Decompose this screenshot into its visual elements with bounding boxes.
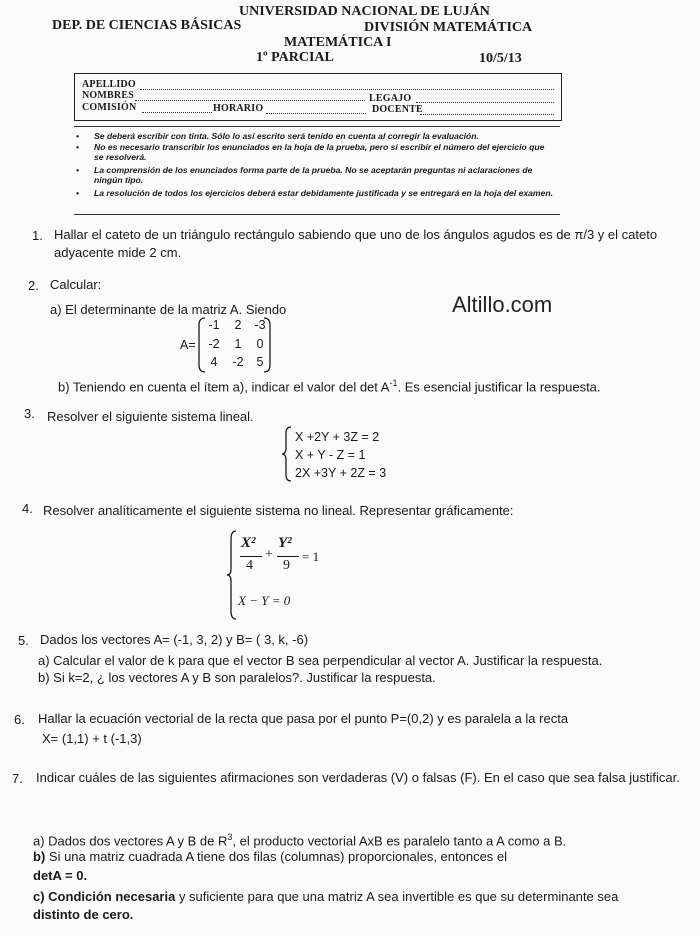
fraction-2-bar (277, 556, 299, 557)
q2-part-a: a) El determinante de la matriz A. Siendo (50, 302, 287, 317)
q2-title: Calcular: (50, 277, 102, 292)
nonlinear-rhs: = 1 (302, 549, 320, 564)
fraction-1-numerator: X² (241, 535, 256, 551)
matrix-cell: 0 (256, 337, 264, 351)
q6-equation: X= (1,1) + t (-1,3) (42, 731, 142, 746)
q3-eq-1: X +2Y + 3Z = 2 (295, 430, 380, 444)
matrix-cell: 1 (234, 337, 242, 351)
nonlinear-system-brace (226, 530, 238, 620)
q7-part-c-end: distinto de cero. (33, 907, 134, 922)
q7-part-a: a) Dados dos vectores A y B de $R^3$, el producto vectorial AxB es paralelo tanto a A como a B. (33, 832, 567, 849)
comision-label: COMISIÓN (82, 102, 137, 113)
fraction-1-bar (240, 556, 262, 557)
exam-title: 1º PARCIAL (256, 50, 334, 65)
instructions-bottom-rule (74, 214, 560, 215)
matrix-cell: -2 (232, 355, 244, 369)
apellido-field[interactable] (140, 89, 554, 90)
matrix-cell: 4 (210, 355, 218, 369)
matrix-cell: 2 (234, 318, 242, 332)
q7-part-c: c) Condición necesaria y suficiente para que una matriz A sea invertible es que su determinante sea (33, 889, 619, 904)
q1-text: Hallar el cateto de un triángulo rectángulo sabiendo que uno de los ángulos agudos es de π/3 y el cateto adyacente mide 2 cm. (54, 227, 658, 260)
instructions-top-rule (74, 126, 560, 127)
comision-field[interactable] (142, 112, 212, 113)
q5-number: 5. (18, 633, 29, 648)
q4-number: 4. (22, 501, 33, 516)
docente-label: DOCENTE (372, 104, 423, 115)
q7-number: 7. (12, 771, 23, 786)
q3-text: Resolver el siguiente sistema lineal. (47, 409, 254, 424)
instruction-3: • La comprensión de los enunciados forma parte de la prueba. No se aceptarán preguntas ni aclaraciones de ningún tipo. (76, 165, 533, 185)
university-title: UNIVERSIDAD NACIONAL DE LUJÁN (239, 4, 490, 19)
q4-text: Resolver analíticamente el siguiente sistema no lineal. Representar gráficamente: (43, 503, 514, 518)
matrix-cell: -1 (208, 318, 220, 332)
q2-part-b: b) Teniendo en cuenta el ítem a), indicar el valor del $\det A^{-1}$. Es esencial justificar la respuesta. (58, 378, 601, 395)
docente-field[interactable] (420, 114, 554, 115)
fraction-2-numerator: Y² (278, 535, 292, 551)
matrix-label: A= (180, 338, 196, 352)
nombres-field[interactable] (135, 100, 365, 101)
exam-date: 10/5/13 (479, 51, 522, 66)
q5-text: Dados los vectores A= (-1, 3, 2) y B= ( 3, k, -6) (40, 632, 309, 647)
q3-number: 3. (24, 406, 35, 421)
q3-eq-2: X + Y - Z = 1 (295, 448, 366, 462)
apellido-label: APELLIDO (82, 79, 136, 90)
q7-part-b: b) Si una matriz cuadrada A tiene dos filas (columnas) proporcionales, entonces el (33, 849, 508, 864)
legajo-label: LEGAJO (369, 93, 412, 104)
plus-sign: + (265, 547, 273, 562)
q5-part-b: b) Si k=2, ¿ los vectores A y B son paralelos?. Justificar la respuesta. (38, 670, 436, 685)
nombres-label: NOMBRES (82, 90, 134, 101)
q1-number: 1. (32, 228, 43, 243)
division-title: DIVISIÓN MATEMÁTICA (364, 20, 533, 35)
q4-eq-2: X − Y = 0 (238, 593, 291, 608)
department-title: DEP. DE CIENCIAS BÁSICAS (52, 18, 242, 33)
q6-text: Hallar la ecuación vectorial de la recta que pasa por el punto P=(0,2) y es paralela a la recta (38, 711, 569, 726)
instruction-2: • No es necesario transcribir los enunciados en la hoja de la prueba, pero sí escribir el número del ejercicio que se resolverá. (76, 142, 545, 162)
horario-field[interactable] (266, 113, 366, 114)
watermark: Altillo.com (452, 292, 553, 317)
legajo-field[interactable] (416, 102, 554, 103)
q6-number: 6. (14, 712, 25, 727)
course-title: MATEMÁTICA I (284, 35, 392, 50)
matrix-cell: -2 (208, 337, 220, 351)
q7-part-b-end: detA = 0. (33, 868, 88, 883)
matrix-cell: -3 (254, 318, 266, 332)
fraction-2-denominator: 9 (283, 558, 290, 573)
q5-part-a: a) Calcular el valor de k para que el vector B sea perpendicular al vector A. Justificar la respuesta. (38, 653, 603, 668)
matrix-cell: 5 (256, 355, 264, 369)
instruction-4: • La resolución de todos los ejercicios deberá estar debidamente justificada y se entregará en la hoja del examen. (76, 188, 553, 198)
system-brace (281, 426, 293, 482)
matrix-a (203, 318, 269, 372)
q2-number: 2. (28, 278, 39, 293)
horario-label: HORARIO (213, 103, 264, 114)
fraction-1-denominator: 4 (246, 558, 253, 573)
q7-text: Indicar cuáles de las siguientes afirmaciones son verdaderas (V) o falsas (F). En el caso que sea falsa justificar. (36, 770, 680, 785)
q3-eq-3: 2X +3Y + 2Z = 3 (295, 466, 387, 480)
